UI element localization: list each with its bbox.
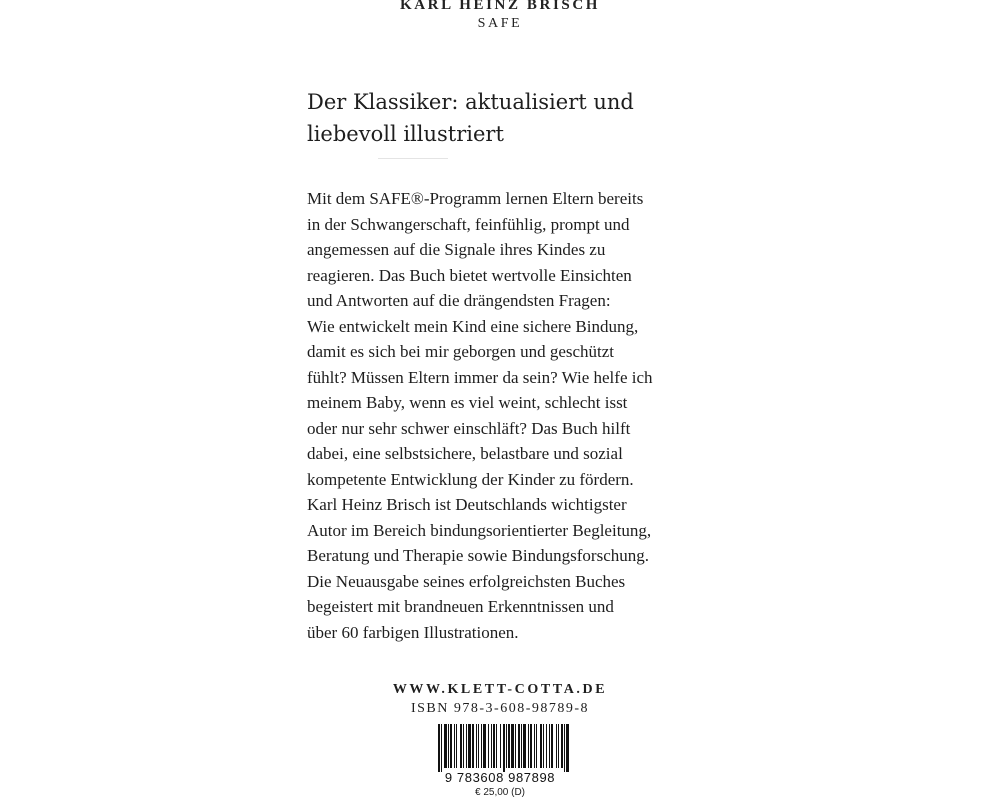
barcode-graphic (430, 722, 570, 784)
blurb-line: Die Neuausgabe seines erfolgreichsten Buches (307, 571, 626, 591)
author-name: KARL HEINZ BRISCH (399, 0, 601, 13)
barcode-bar (558, 724, 559, 768)
barcode-bar (528, 724, 529, 768)
barcode-bar (463, 724, 464, 768)
spine-header (0, 0, 1000, 34)
headline-line-1: Der Klassiker: aktualisiert und (307, 90, 634, 114)
barcode-bar (454, 724, 455, 768)
headline-divider (378, 158, 448, 159)
blurb-line: reagieren. Das Buch bietet wertvolle Einsichten (307, 265, 632, 285)
blurb-line: und Antworten auf die drängendsten Fragen: (307, 291, 611, 310)
blurb-line: Wie entwickelt mein Kind eine sichere Bindung, (307, 316, 639, 336)
blurb-line: Autor im Bereich bindungsorientierter Begleitung, (307, 520, 652, 540)
price-label: € 25,00 (D) (474, 787, 526, 798)
barcode-bar (543, 724, 544, 768)
barcode-bar (566, 724, 569, 772)
barcode-bar (460, 724, 462, 768)
barcode-bar (561, 724, 563, 768)
blurb-line: kompetente Entwicklung der Kinder zu fördern. (307, 469, 634, 489)
barcode-bar (564, 724, 565, 772)
headline-line-2: liebevoll illustriert (307, 122, 504, 146)
barcode-bar (496, 724, 497, 768)
blurb-line: über 60 farbigen Illustrationen. (307, 622, 519, 642)
barcode-bar (521, 724, 522, 768)
isbn-number: ISBN 978-3-608-98789-8 (410, 701, 590, 716)
barcode-bar (466, 724, 467, 768)
blurb-line: fühlt? Müssen Eltern immer da sein? Wie helfe ich (307, 367, 653, 387)
headline (307, 86, 727, 150)
blurb-line: meinem Baby, wenn es viel weint, schlecht isst (307, 393, 628, 412)
barcode-digits: 9 783608 987898 (444, 770, 556, 784)
barcode-bar (481, 724, 482, 768)
blurb-line: oder nur sehr schwer einschläft? Das Buch hilft (307, 418, 631, 438)
barcode-bar (448, 724, 449, 768)
barcode-bar (515, 724, 516, 768)
barcode-bar (476, 724, 477, 768)
publisher-website: WWW.KLETT-COTTA.DE (392, 682, 608, 697)
blurb-line: Karl Heinz Brisch ist Deutschlands wichtigster (307, 495, 627, 514)
barcode-bar (500, 724, 501, 768)
barcode-bar (511, 724, 514, 768)
barcode-bar (540, 724, 542, 768)
barcode-bar (478, 724, 479, 768)
barcode-bar (441, 724, 442, 772)
barcode-bar (450, 724, 452, 768)
blurb-line: damit es sich bei mir geborgen und geschützt (307, 342, 615, 361)
barcode-bar (536, 724, 537, 768)
barcode-bar (493, 724, 495, 768)
blurb-line: dabei, eine selbstsichere, belastbare und sozial (307, 444, 623, 463)
book-title: SAFE (477, 16, 523, 31)
barcode-bar (438, 724, 440, 772)
barcode-bar (488, 724, 489, 768)
barcode-bar (491, 724, 492, 768)
barcode-bar (506, 724, 507, 768)
barcode-bar (456, 724, 457, 768)
blurb-line: Mit dem SAFE®-Programm lernen Eltern bereits (307, 189, 644, 208)
barcode-bar (534, 724, 535, 768)
barcode-bar (551, 724, 553, 768)
barcode-bar (508, 724, 510, 768)
barcode-bar (549, 724, 550, 768)
blurb-line: angemessen auf die Signale ihres Kindes zu (307, 240, 606, 259)
blurb-line: Beratung und Therapie sowie Bindungsforschung. (307, 546, 649, 565)
barcode-bar (468, 724, 471, 768)
barcode-bar (483, 724, 486, 768)
barcode-bar (523, 724, 526, 768)
barcode (430, 722, 570, 784)
barcode-bar (530, 724, 532, 768)
barcode-bar (444, 724, 447, 768)
blurb-line: in der Schwangerschaft, feinfühlig, prompt und (307, 214, 630, 234)
barcode-bar (503, 724, 505, 772)
blurb-line: begeistert mit brandneuen Erkenntnissen und (307, 597, 614, 616)
blurb-text (307, 186, 707, 645)
barcode-bar (472, 724, 474, 768)
barcode-bar (546, 724, 547, 768)
barcode-bar (556, 724, 557, 768)
barcode-bar (518, 724, 520, 768)
